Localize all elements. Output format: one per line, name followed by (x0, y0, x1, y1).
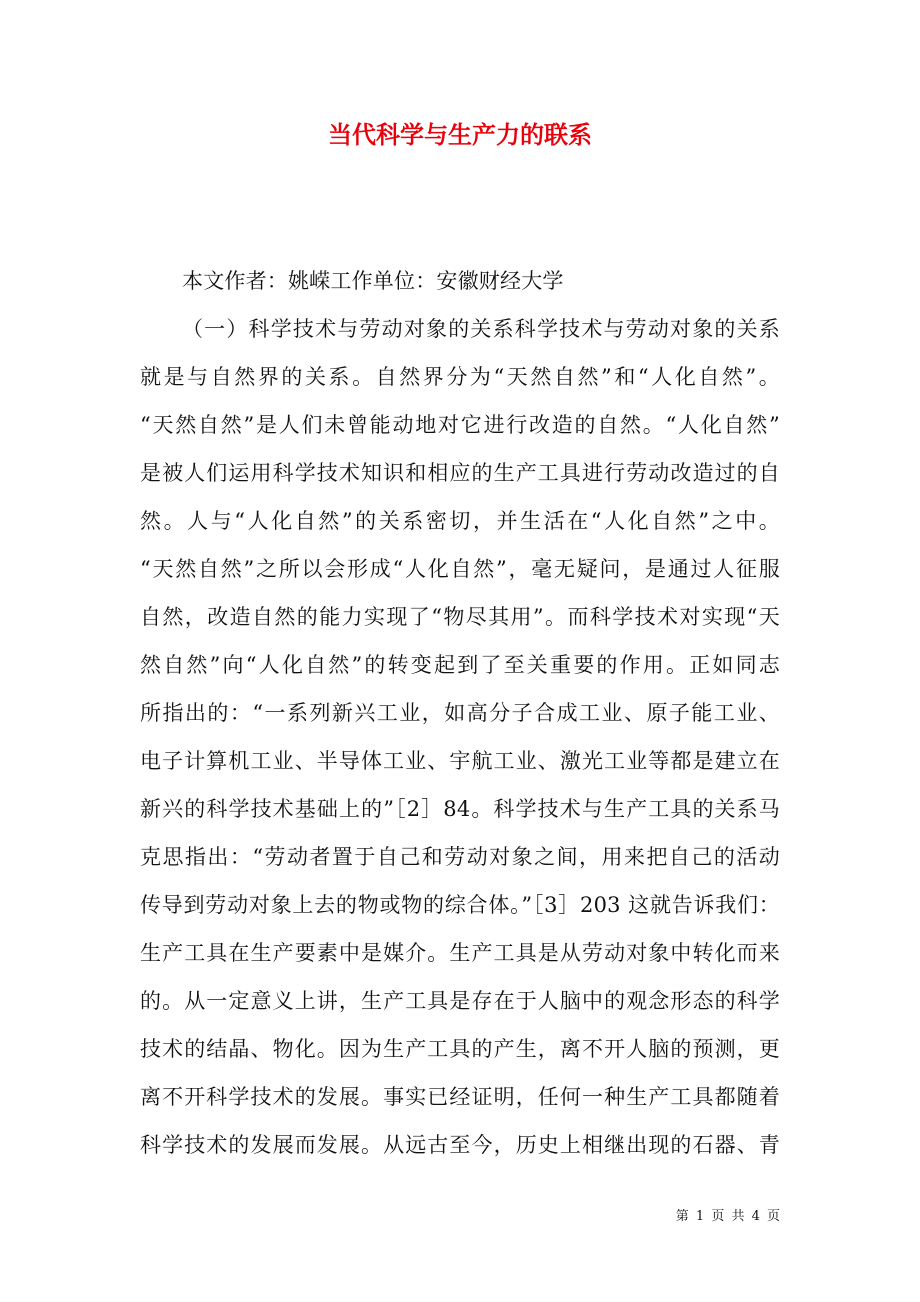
text-line: 然。人与“人化自然”的关系密切，并生活在“人化自然”之中。 (140, 509, 780, 533)
text-line: 传导到劳动对象上去的物或物的综合体。”［3］203 这就告诉我们： (140, 893, 780, 917)
text-line: 离不开科学技术的发展。事实已经证明，任何一种生产工具都随着 (140, 1085, 780, 1109)
text-line: 克思指出：“劳动者置于自己和劳动对象之间，用来把自己的活动 (140, 845, 780, 869)
text-line: 的。从一定意义上讲，生产工具是存在于人脑中的观念形态的科学 (140, 989, 780, 1013)
text-line: 生产工具在生产要素中是媒介。生产工具是从劳动对象中转化而来 (140, 941, 780, 965)
text-line: 然自然”向“人化自然”的转变起到了至关重要的作用。正如同志 (140, 653, 780, 677)
author-line: 本文作者：姚嵘工作单位：安徽财经大学 (182, 269, 564, 293)
text-line: （一）科学技术与劳动对象的关系科学技术与劳动对象的关系 (182, 317, 780, 341)
text-line: 是被人们运用科学技术知识和相应的生产工具进行劳动改造过的自 (140, 461, 780, 485)
text-line: 自然，改造自然的能力实现了“物尽其用”。而科学技术对实现“天 (140, 605, 780, 629)
page-number: 第 1 页 共 4 页 (675, 1209, 780, 1224)
text-line: 科学技术的发展而发展。从远古至今，历史上相继出现的石器、青 (140, 1133, 780, 1157)
document-title: 当代科学与生产力的联系 (328, 121, 592, 149)
text-line: “天然自然”是人们未曾能动地对它进行改造的自然。“人化自然” (140, 413, 780, 437)
text-line: 就是与自然界的关系。自然界分为“天然自然”和“人化自然”。 (140, 365, 780, 389)
text-line: “天然自然”之所以会形成“人化自然”，毫无疑问，是通过人征服 (140, 557, 780, 581)
text-line: 电子计算机工业、半导体工业、宇航工业、激光工业等都是建立在 (140, 749, 780, 773)
text-line: 所指出的：“一系列新兴工业，如高分子合成工业、原子能工业、 (140, 701, 780, 725)
text-line: 新兴的科学技术基础上的”［2］84。科学技术与生产工具的关系马 (140, 797, 780, 821)
text-line: 技术的结晶、物化。因为生产工具的产生，离不开人脑的预测，更 (140, 1037, 780, 1061)
